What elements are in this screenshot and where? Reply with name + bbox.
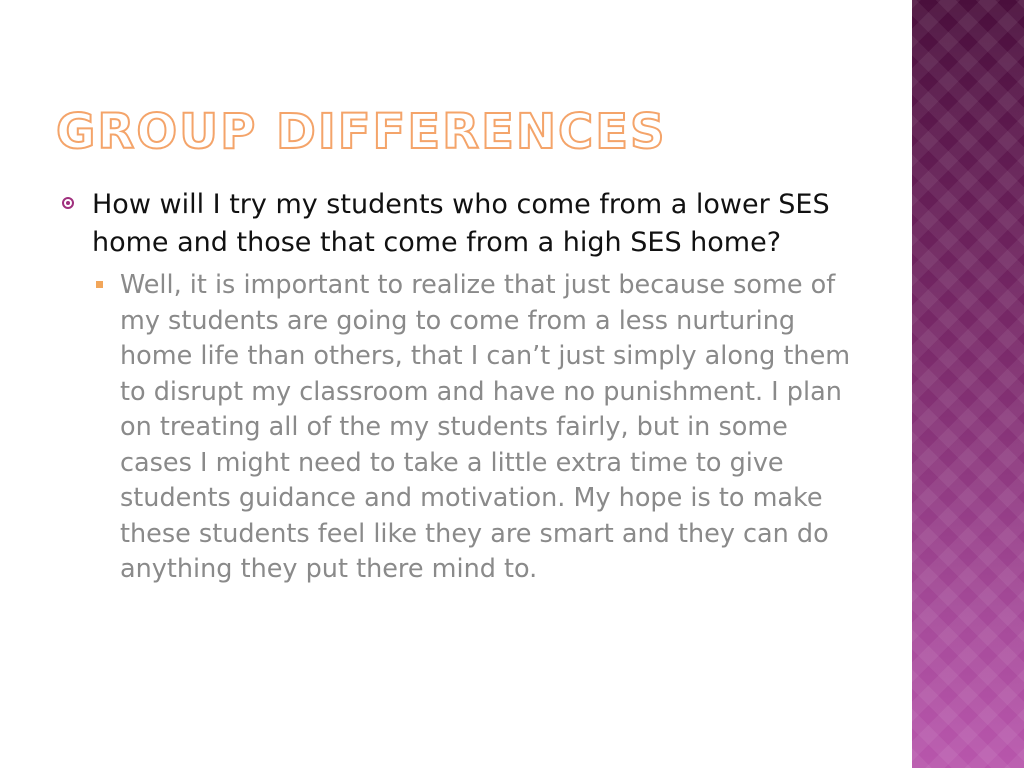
decorative-side-panel (912, 0, 1024, 768)
sub-bullet-text: Well, it is important to realize that just because some of my students are going to come from a less nurturing home life than others, that I can’t just simply along them to disrupt my classroom and have no punishment. I plan on treating all of the my students fairly, but in some cases I might need to take a little extra time to give students guidance and motivation. My hope is to make these students feel like they are smart and they can do anything they put there mind to. (120, 270, 851, 584)
square-bullet-icon (96, 281, 103, 288)
slide-body (62, 186, 862, 588)
circle-bullet-icon (62, 197, 74, 209)
sub-bullet-item (90, 268, 862, 588)
slide-title: GROUP DIFFERENCES (56, 104, 667, 160)
bullet-item (62, 186, 862, 262)
bullet-text: How will I try my students who come from a lower SES home and those that come from a high SES home? (92, 189, 830, 258)
